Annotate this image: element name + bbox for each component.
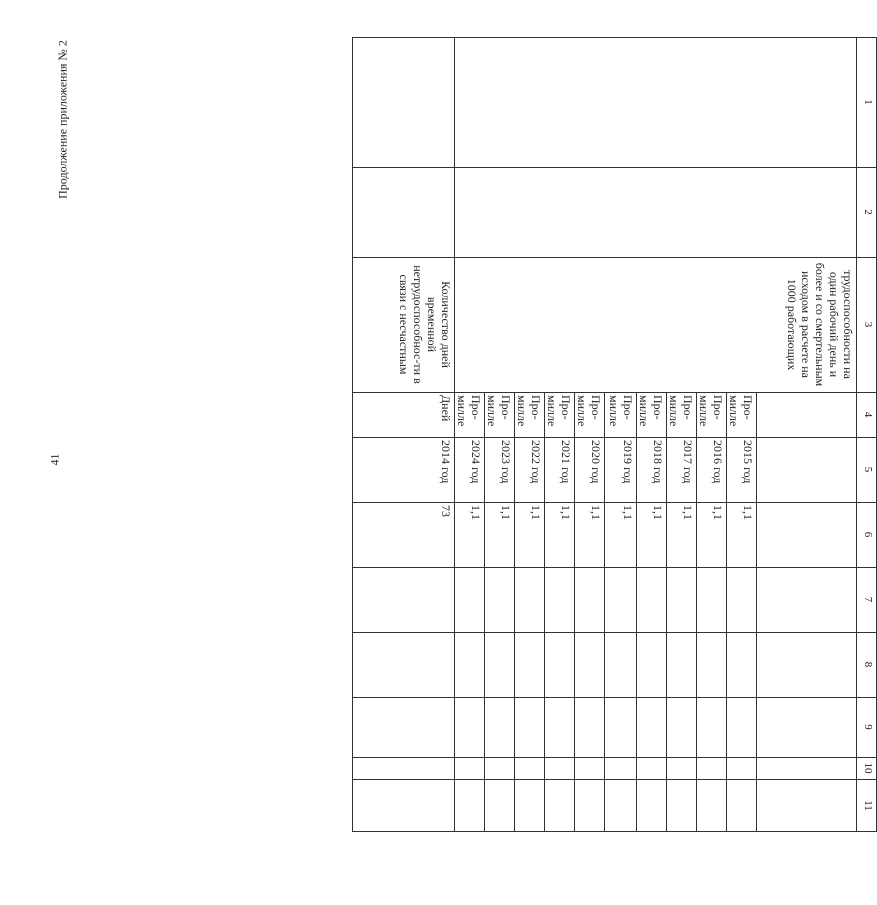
column-number: 3 xyxy=(862,321,874,328)
value-cell: 1,1 xyxy=(589,505,603,520)
row-divider xyxy=(726,392,727,832)
row-divider xyxy=(666,392,667,832)
year-cell: 2021 год xyxy=(559,440,573,484)
unit-cell: Про-милле xyxy=(637,395,665,427)
column-divider xyxy=(352,632,877,633)
unit-cell: Дней xyxy=(439,395,453,422)
unit-cell: Про-милле xyxy=(575,395,603,427)
column-divider xyxy=(352,567,877,568)
column-divider xyxy=(352,757,877,758)
year-cell: 2016 год xyxy=(711,440,725,484)
row-divider xyxy=(604,392,605,832)
year-cell: 2014 год xyxy=(439,440,453,484)
row-divider xyxy=(514,392,515,832)
row-divider xyxy=(574,392,575,832)
row-divider xyxy=(484,392,485,832)
appendix-label: Продолжение приложения № 2 xyxy=(55,40,70,199)
indicator-2-name: Количество дней временной нетрудоспособнос-ти в связи с несчастным xyxy=(397,265,453,384)
year-cell: 2023 год xyxy=(499,440,513,484)
column-number: 1 xyxy=(862,99,874,105)
page-number: 41 xyxy=(47,453,62,466)
value-cell: 1,1 xyxy=(559,505,573,520)
column-number: 11 xyxy=(862,800,874,811)
column-divider xyxy=(352,831,877,832)
value-cell: 1,1 xyxy=(741,505,755,520)
year-cell: 2022 год xyxy=(529,440,543,484)
rotated-table-area xyxy=(82,37,874,832)
value-cell: 1,1 xyxy=(711,505,725,520)
row-divider xyxy=(636,392,637,832)
year-cell: 2018 год xyxy=(651,440,665,484)
row-divider xyxy=(856,37,857,832)
value-cell: 1,1 xyxy=(469,505,483,520)
column-number: 5 xyxy=(862,466,874,473)
row-divider xyxy=(696,392,697,832)
column-divider xyxy=(352,697,877,698)
year-cell: 2020 год xyxy=(589,440,603,484)
value-cell: 1,1 xyxy=(651,505,665,520)
row-divider xyxy=(756,392,757,832)
column-divider xyxy=(352,37,877,38)
row-divider xyxy=(454,392,455,832)
unit-cell: Про-милле xyxy=(727,395,755,427)
data-table xyxy=(352,37,877,832)
value-cell: 1,1 xyxy=(621,505,635,520)
value-cell: 73 xyxy=(439,505,453,517)
year-cell: 2019 год xyxy=(621,440,635,484)
column-divider xyxy=(352,167,877,168)
unit-cell: Про-милле xyxy=(515,395,543,427)
column-number: 2 xyxy=(862,209,874,215)
unit-cell: Про-милле xyxy=(455,395,483,427)
unit-cell: Про-милле xyxy=(697,395,725,427)
unit-cell: Про-милле xyxy=(485,395,513,427)
column-number: 8 xyxy=(862,661,874,668)
value-cell: 1,1 xyxy=(499,505,513,520)
row-divider xyxy=(454,37,455,392)
indicator-1-name: трудоспособности на один рабочий день и более и со смертельным исходом в расчете на 1000 работающих xyxy=(785,262,855,387)
unit-cell: Про-милле xyxy=(607,395,635,427)
column-divider xyxy=(352,392,877,393)
column-number: 9 xyxy=(862,724,874,730)
year-cell: 2024 год xyxy=(469,440,483,484)
column-number: 7 xyxy=(862,596,874,603)
unit-cell: Про-милле xyxy=(545,395,573,427)
value-cell: 1,1 xyxy=(681,505,695,520)
column-number: 10 xyxy=(862,762,874,774)
value-cell: 1,1 xyxy=(529,505,543,520)
year-cell: 2015 год xyxy=(741,440,755,484)
year-cell: 2017 год xyxy=(681,440,695,484)
column-divider xyxy=(352,437,877,438)
row-divider xyxy=(544,392,545,832)
column-divider xyxy=(352,779,877,780)
column-divider xyxy=(352,502,877,503)
row-divider xyxy=(352,37,353,832)
column-number: 4 xyxy=(862,411,874,418)
column-number: 6 xyxy=(862,531,874,538)
unit-cell: Про-милле xyxy=(667,395,695,427)
column-divider xyxy=(352,257,877,258)
